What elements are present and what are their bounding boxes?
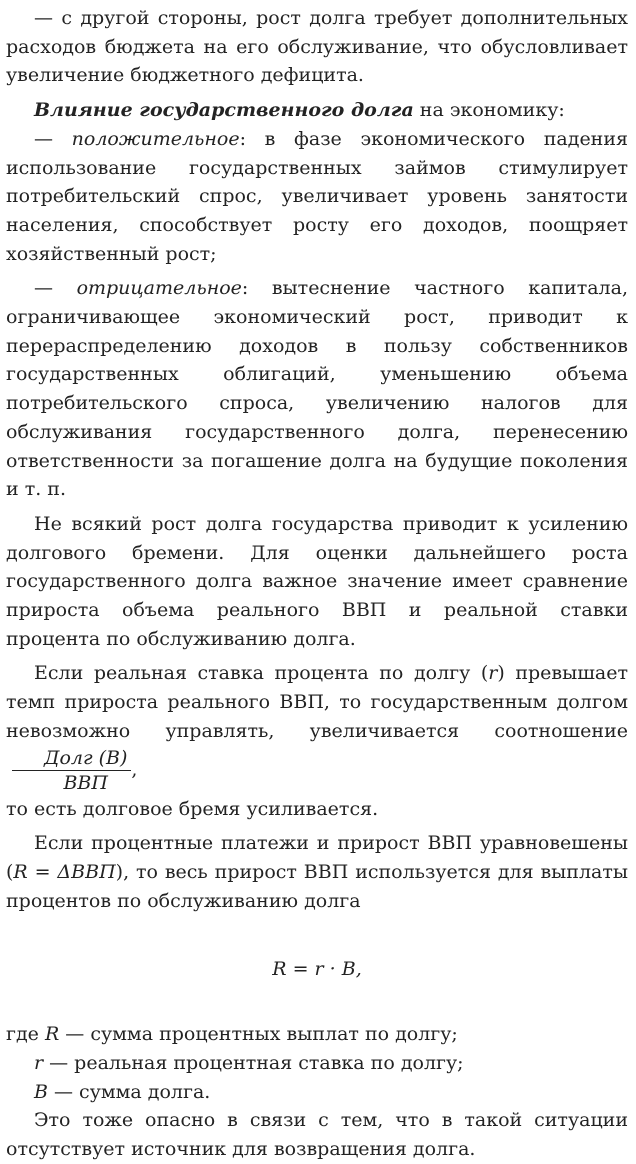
paragraph-danger: Это тоже опасно в связи с тем, что в такой ситуации отсутствует источник для возвращения долга. bbox=[6, 1109, 628, 1160]
paragraph-debt-growth: Не всякий рост долга государства приводит к усилению долгового бремени. Для оценки дальнейшего роста государственного долга важное значение имеет сравнение прироста объема реального ВВП и реальной ставки процента по обслуживанию долга. bbox=[6, 512, 628, 650]
interest-formula: R = r · B, bbox=[272, 958, 362, 981]
influence-term: Влияние государственного долга bbox=[34, 99, 414, 122]
definition-B bbox=[6, 1078, 628, 1107]
paragraph-balanced bbox=[6, 829, 628, 915]
fraction-numerator: Долг (B) bbox=[12, 746, 131, 771]
negative-text: : вытеснение частного капитала, ограничивающее экономический рост, приводит к перераспределению доходов в пользу собственников государственных облигаций, уменьшению объема потребительского спроса, увеличению налогов для обслуживания государственного долга, перенесению ответственности за погашение долга на будущие поколения и т. п. bbox=[6, 277, 628, 501]
balanced-text-b: ), то весь прирост ВВП используется для выплаты процентов по обслуживанию долга bbox=[6, 860, 628, 912]
dash-mark: — bbox=[34, 127, 72, 150]
dash-mark: — bbox=[34, 277, 77, 300]
influence-rest: на экономику: bbox=[413, 99, 565, 122]
symbol-R: R bbox=[44, 1023, 60, 1046]
fraction-comma: , bbox=[131, 758, 138, 781]
paragraph-positive bbox=[6, 125, 628, 269]
paragraph-influence-heading bbox=[6, 96, 628, 125]
definition-R bbox=[6, 1020, 628, 1049]
paragraph-real-rate bbox=[6, 659, 628, 823]
negative-term: отрицательное bbox=[76, 277, 242, 300]
real-rate-text-b: ) превышает темп прироста реального ВВП, то государственным долгом невозможно управлять, увеличивается соотношение bbox=[6, 662, 628, 742]
balanced-text-a: Если процентные платежи и прирост ВВП уравновешены ( bbox=[6, 832, 628, 883]
real-rate-text-c: то есть долговое бремя усиливается. bbox=[6, 797, 379, 820]
balanced-equation: R = ΔВВП bbox=[13, 860, 116, 883]
paragraph-budget-costs: — с другой стороны, рост долга требует дополнительных расходов бюджета на его обслуживание, что обусловливает увеличение бюджетного дефицита. bbox=[6, 7, 628, 87]
debt-to-gdp-fraction bbox=[12, 746, 131, 795]
definition-B-text: — сумма долга. bbox=[47, 1080, 211, 1103]
symbol-r: r bbox=[34, 1051, 44, 1074]
symbol-B: B bbox=[34, 1080, 48, 1103]
definition-r bbox=[6, 1049, 628, 1078]
rate-symbol: r bbox=[488, 662, 498, 685]
positive-term: положительное bbox=[71, 127, 240, 150]
definition-R-text: — сумма процентных выплат по долгу; bbox=[59, 1023, 458, 1046]
definition-lead: где bbox=[6, 1023, 45, 1046]
positive-text: : в фазе экономического падения использование государственных займов стимулирует потребительский спрос, увеличивает уровень занятости населения, способствует росту его доходов, поощряет хозяйственный рост; bbox=[6, 127, 628, 265]
definition-r-text: — реальная процентная ставка по долгу; bbox=[43, 1051, 464, 1074]
real-rate-text-a: Если реальная ставка процента по долгу ( bbox=[34, 662, 489, 685]
paragraph-negative bbox=[6, 274, 628, 504]
fraction-denominator: ВВП bbox=[63, 771, 108, 794]
